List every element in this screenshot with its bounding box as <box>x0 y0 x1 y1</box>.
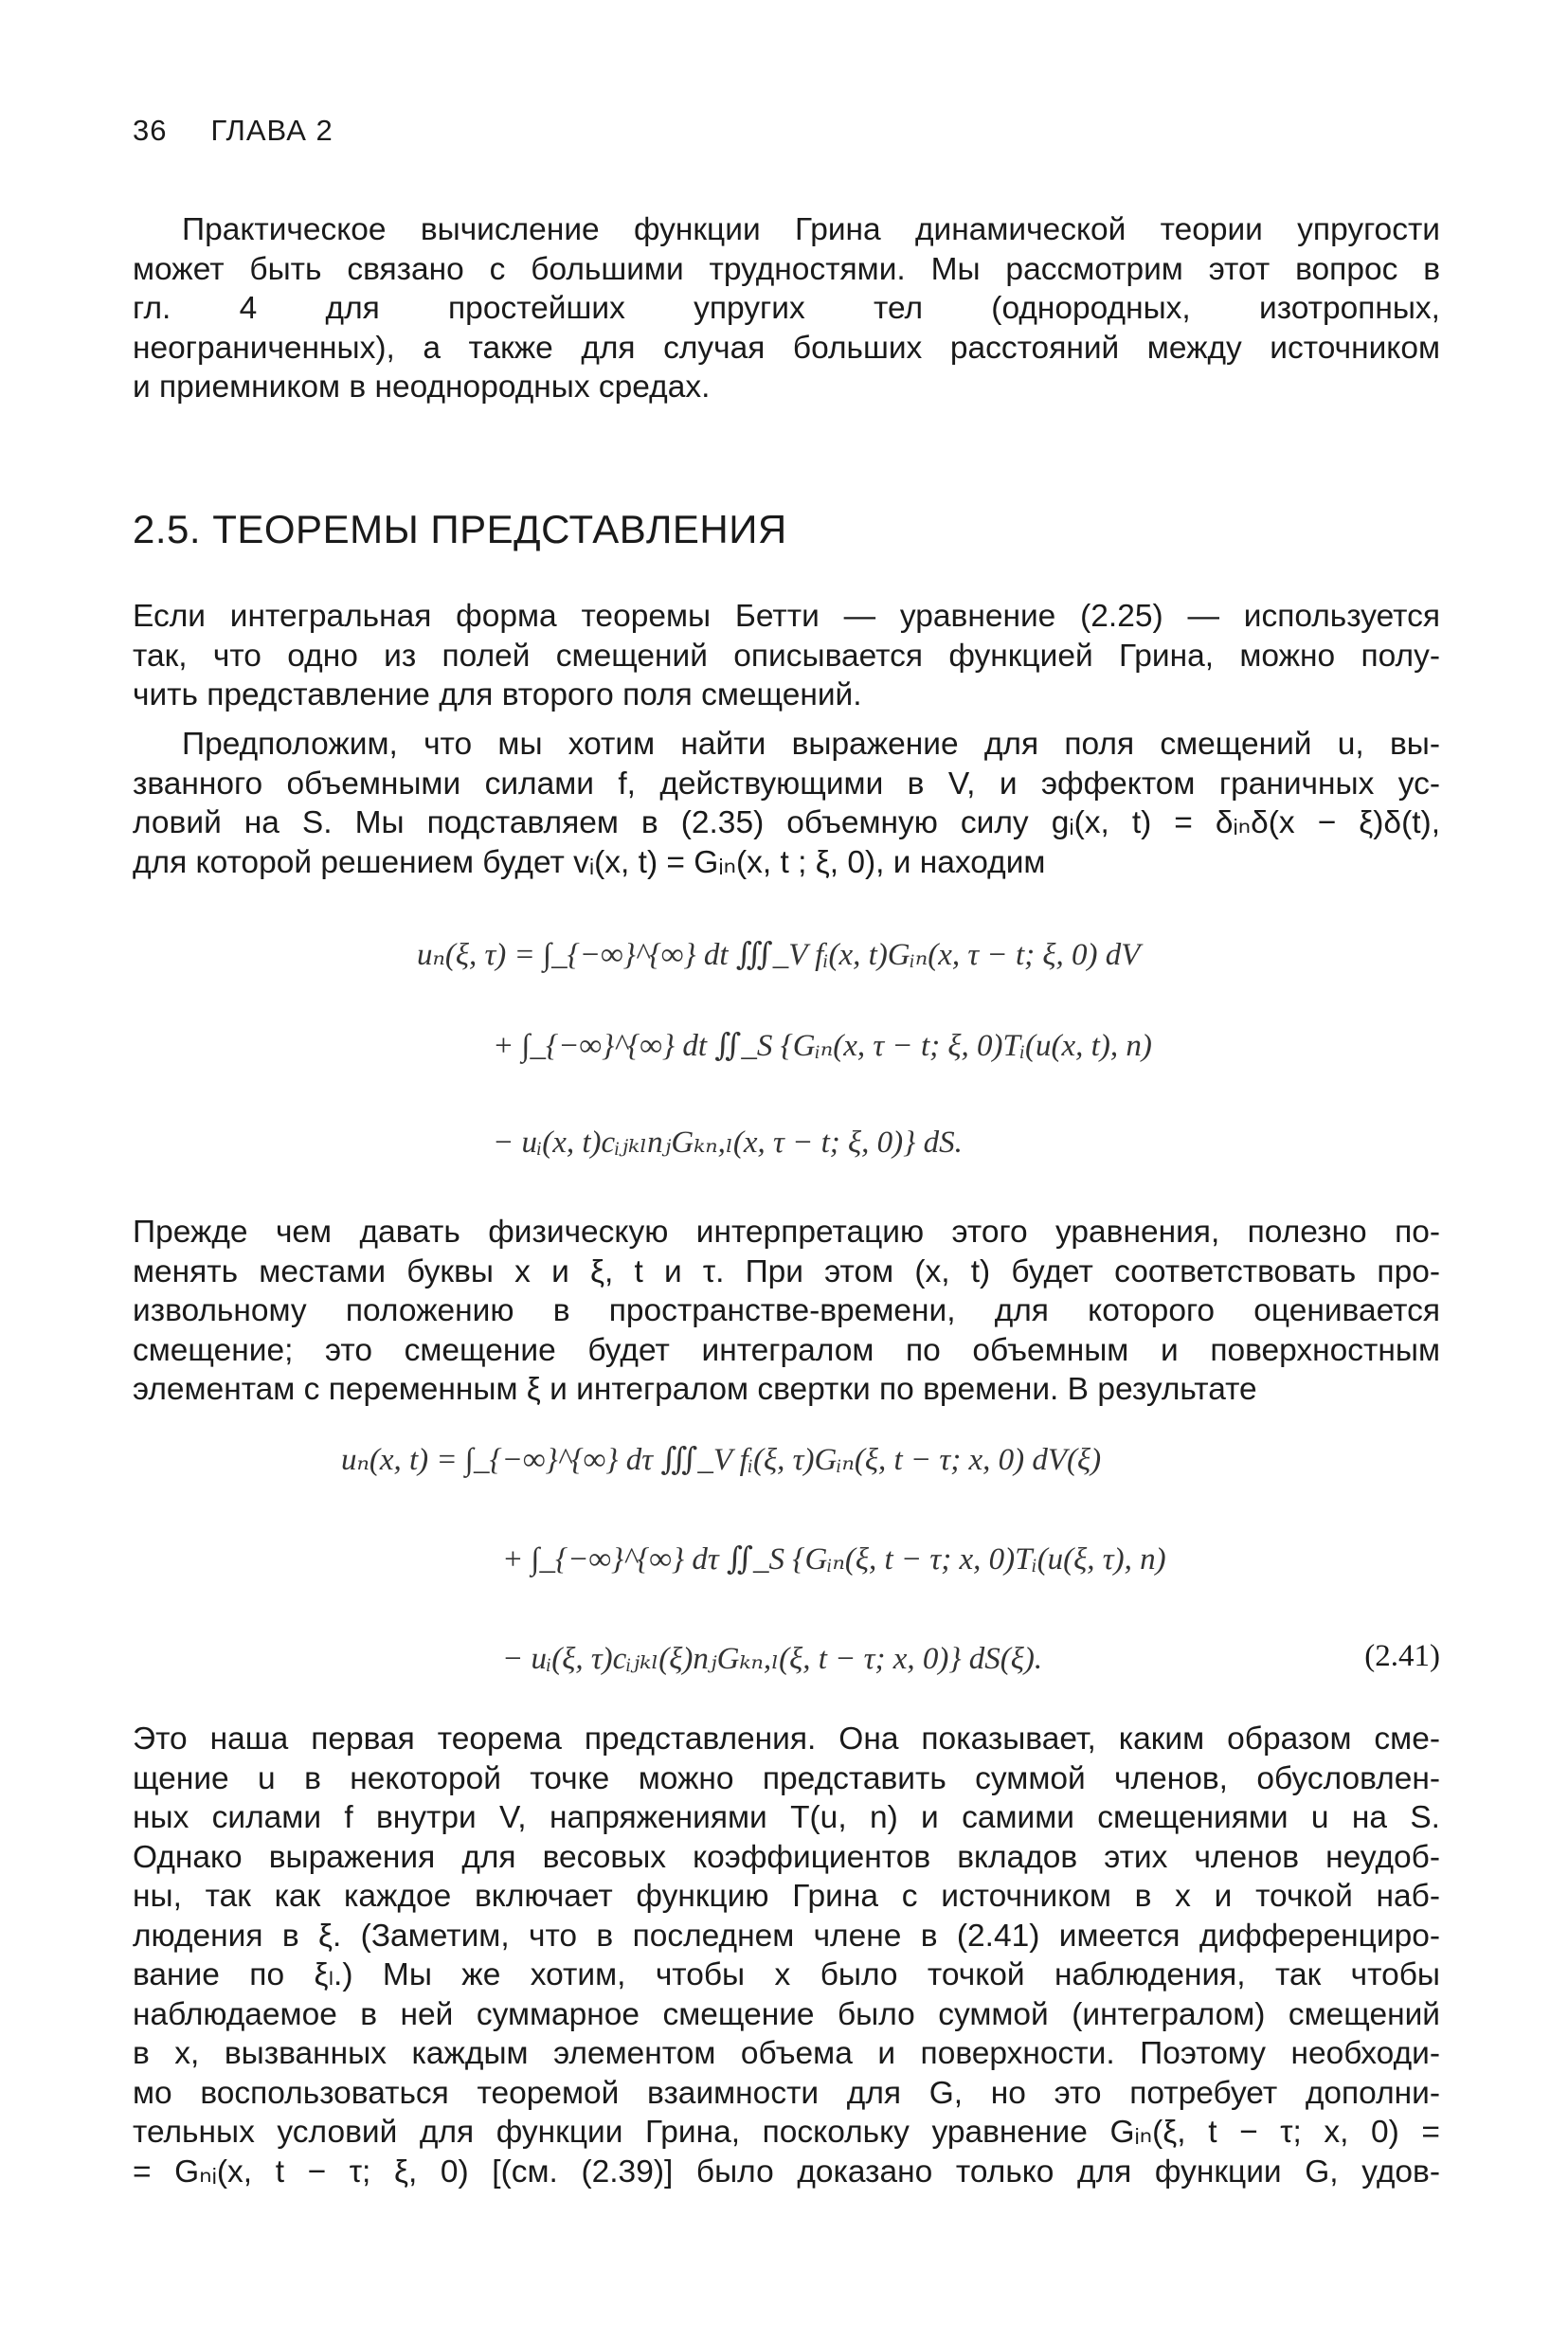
text-line: Однако выражения для весовых коэффициентов вкладов этих членов неудоб- <box>133 1839 1440 1875</box>
equation-1 <box>133 924 1440 1199</box>
text-line: гл. 4 для простейших упругих тел (однородных, изотропных, <box>133 291 1440 326</box>
text-line: так, что одно из полей смещений описывается функцией Грина, можно полу- <box>133 638 1440 674</box>
text-line: ных силами f внутри V, напряжениями T(u, n) и самими смещениями u на S. <box>133 1800 1440 1835</box>
text-line: ны, так как каждое включает функцию Грина с источником в x и точкой наб- <box>133 1879 1440 1914</box>
text-line: людения в ξ. (Заметим, что в последнем члене в (2.41) имеется дифференциро- <box>133 1918 1440 1954</box>
equation-number: (2.41) <box>1364 1639 1440 1673</box>
text-line: вание по ξₗ.) Мы же хотим, чтобы x было точкой наблюдения, так чтобы <box>133 1957 1440 1992</box>
equation-line: uₙ(x, t) = ∫_{−∞}^{∞} dτ ∭_V fᵢ(ξ, τ)Gᵢₙ(ξ, t − τ; x, 0) dV(ξ) <box>341 1443 1102 1477</box>
equation-line: − uᵢ(ξ, τ)cᵢⱼₖₗ(ξ)nⱼGₖₙ,ₗ(ξ, t − τ; x, 0)} dS(ξ). <box>502 1642 1043 1676</box>
text-line: элементам с переменным ξ и интегралом свертки по времени. В результате <box>133 1372 1257 1407</box>
intro-paragraph <box>133 210 1440 407</box>
text-line: = Gₙᵢ(x, t − τ; ξ, 0) [(см. (2.39)] было доказано только для функции G, удов- <box>133 2154 1440 2190</box>
text-line: званного объемными силами f, действующими в V, и эффектом граничных ус- <box>133 766 1440 802</box>
text-line: извольному положению в пространстве-времени, для которого оценивается <box>133 1293 1440 1328</box>
text-line: Предположим, что мы хотим найти выражение для поля смещений u, вы- <box>182 727 1440 762</box>
text-line: и приемником в неоднородных средах. <box>133 369 711 405</box>
equation-line: + ∫_{−∞}^{∞} dt ∬_S {Gᵢₙ(x, τ − t; ξ, 0)Tᵢ(u(x, t), n) <box>493 1029 1152 1063</box>
text-line: мо воспользоваться теоремой взаимности для G, но это потребует дополни- <box>133 2075 1440 2111</box>
text-line: ловий на S. Мы подставляем в (2.35) объемную силу gᵢ(x, t) = δᵢₙδ(x − ξ)δ(t), <box>133 805 1440 840</box>
text-line: Это наша первая теорема представления. Она показывает, каким образом сме- <box>133 1721 1440 1757</box>
text-line: щение u в некоторой точке можно представить суммой членов, обусловлен- <box>133 1760 1440 1796</box>
text-line: может быть связано с большими трудностями. Мы рассмотрим этот вопрос в <box>133 251 1440 287</box>
paragraph-3 <box>133 1213 1440 1410</box>
chapter-title: ГЛАВА 2 <box>210 114 333 147</box>
text-line: смещение; это смещение будет интегралом по объемным и поверхностным <box>133 1332 1440 1368</box>
text-line: менять местами буквы x и ξ, t и τ. При этом (x, t) будет соответствовать про- <box>133 1253 1440 1289</box>
page-number: 36 <box>133 114 168 147</box>
text-line: Если интегральная форма теоремы Бетти — уравнение (2.25) — используется <box>133 599 1440 634</box>
text-line: Практическое вычисление функции Грина динамической теории упругости <box>182 212 1440 247</box>
text-line: неограниченных), а также для случая больших расстояний между источником <box>133 330 1440 366</box>
section-title: 2.5. ТЕОРЕМЫ ПРЕДСТАВЛЕНИЯ <box>133 507 787 551</box>
text-line: в x, вызванных каждым элементом объема и поверхности. Поэтому необходи- <box>133 2036 1440 2071</box>
text-line: тельных условий для функции Грина, поскольку уравнение Gᵢₙ(ξ, t − τ; x, 0) = <box>133 2115 1440 2150</box>
equation-line: uₙ(ξ, τ) = ∫_{−∞}^{∞} dt ∭_V fᵢ(x, t)Gᵢₙ(x, τ − t; ξ, 0) dV <box>417 938 1141 972</box>
equation-line: − uᵢ(x, t)cᵢⱼₖₗnⱼGₖₙ,ₗ(x, τ − t; ξ, 0)} dS. <box>493 1126 963 1160</box>
text-line: наблюдаемое в ней суммарное смещение было суммой (интегралом) смещений <box>133 1996 1440 2032</box>
paragraph-1 <box>133 597 1440 715</box>
paragraph-4 <box>133 1720 1440 2191</box>
text-line: для которой решением будет vᵢ(x, t) = Gᵢₙ(x, t ; ξ, 0), и находим <box>133 844 1046 880</box>
paragraph-2 <box>133 725 1440 882</box>
text-line: чить представление для второго поля смещений. <box>133 677 862 712</box>
text-line: Прежде чем давать физическую интерпретацию этого уравнения, полезно по- <box>133 1215 1440 1250</box>
running-head <box>133 114 333 148</box>
equation-2 <box>133 1421 1440 1715</box>
equation-line: + ∫_{−∞}^{∞} dτ ∬_S {Gᵢₙ(ξ, t − τ; x, 0)Tᵢ(u(ξ, τ), n) <box>502 1542 1166 1577</box>
